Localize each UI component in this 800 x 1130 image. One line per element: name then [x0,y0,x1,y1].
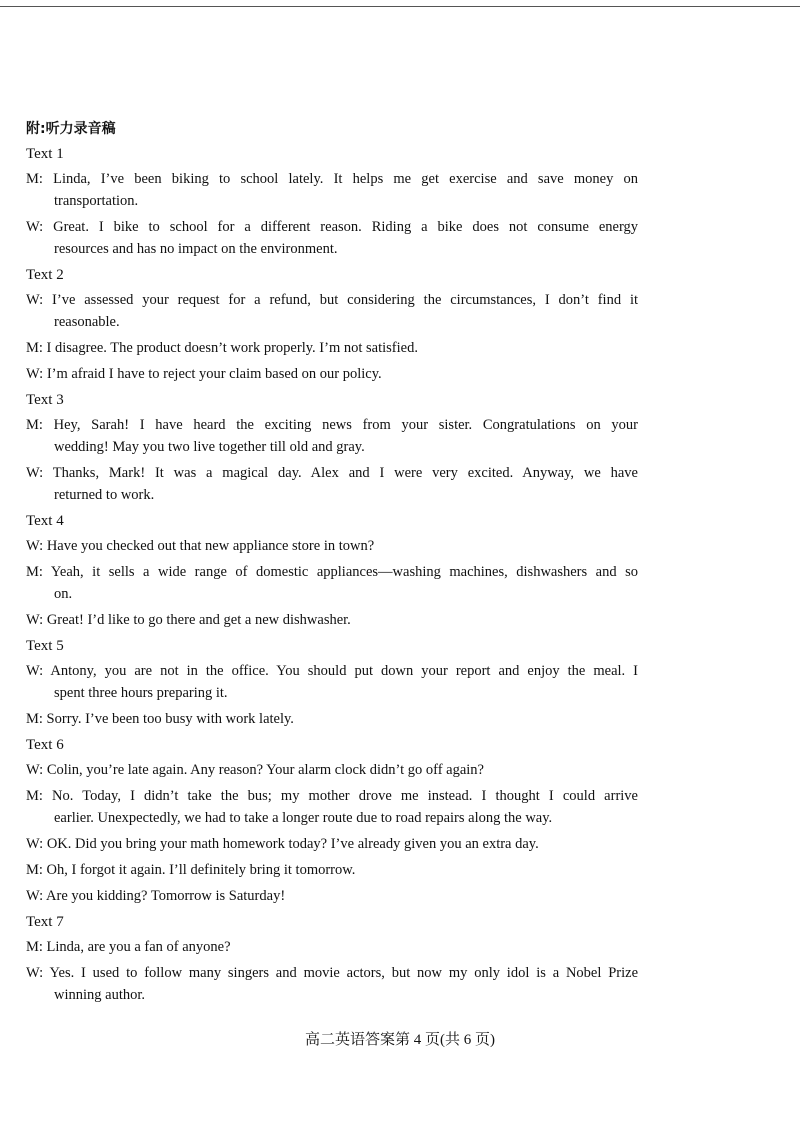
dialogue-line [26,708,638,730]
dialogue-continuation: transportation. [54,193,139,209]
dialogue-continuation: on. [54,586,73,602]
dialogue-first-line [26,885,638,907]
dialogue-first-line [26,363,638,385]
dialogue-text: Thanks, Mark! It was a magical day. Alex and I were very excited. Anyway, we have [52,465,638,481]
speaker-label: W: [26,762,44,778]
speaker-label: W: [26,965,44,981]
dialogue-line [26,289,638,333]
speaker-label: M: [26,939,43,955]
dialogue-continuation: wedding! May you two live together till old and gray. [54,439,365,455]
dialogue-first-line [26,535,638,557]
dialogue-line [26,936,638,958]
section-label: Text 7 [26,914,64,930]
dialogue-first-line [26,833,638,855]
transcript-section [26,143,638,260]
transcript [26,118,638,1010]
dialogue-text: Great. I bike to school for a different reason. Riding a bike does not consume energy [53,219,639,235]
speaker-label: W: [26,366,44,382]
dialogue-first-line [26,708,638,730]
dialogue-line [26,885,638,907]
dialogue-first-line [26,414,638,436]
speaker-label: W: [26,219,44,235]
dialogue-line [26,833,638,855]
speaker-label: M: [26,788,43,804]
section-label: Text 3 [26,392,64,408]
dialogue-continuation: earlier. Unexpectedly, we had to take a longer route due to road repairs along the way. [54,810,553,826]
dialogue-first-line [26,936,638,958]
speaker-label: M: [26,340,43,356]
dialogue-text: Have you checked out that new appliance store in town? [46,538,375,554]
dialogue-line [26,859,638,881]
dialogue-first-line [26,289,638,311]
dialogue-continuation: returned to work. [54,487,155,503]
transcript-section [26,389,638,506]
transcript-section [26,911,638,1006]
dialogue-first-line [26,859,638,881]
dialogue-continuation: winning author. [54,987,146,1003]
dialogue-line [26,216,638,260]
dialogue-line [26,759,638,781]
dialogue-text: Yes. I used to follow many singers and movie actors, but now my only idol is a Nobel Prize [49,965,639,981]
dialogue-first-line [26,660,638,682]
speaker-label: M: [26,171,43,187]
dialogue-text: Sorry. I’ve been too busy with work lately. [46,711,294,727]
speaker-label: W: [26,538,44,554]
section-label: Text 1 [26,146,64,162]
speaker-label: W: [26,663,44,679]
speaker-label: M: [26,711,43,727]
dialogue-line [26,561,638,605]
speaker-label: W: [26,465,44,481]
speaker-label: M: [26,564,43,580]
page-heading: 附:听力录音稿 [26,121,116,137]
dialogue-text: I disagree. The product doesn’t work properly. I’m not satisfied. [46,340,418,356]
transcript-section [26,264,638,385]
speaker-label: W: [26,612,44,628]
dialogue-text: No. Today, I didn’t take the bus; my mother drove me instead. I thought I could arrive [52,788,638,804]
dialogue-text: Oh, I forgot it again. I’ll definitely bring it tomorrow. [46,862,356,878]
dialogue-text: OK. Did you bring your math homework today? I’ve already given you an extra day. [46,836,539,852]
transcript-section [26,635,638,730]
speaker-label: W: [26,292,44,308]
dialogue-text: Hey, Sarah! I have heard the exciting news from your sister. Congratulations on your [53,417,639,433]
dialogue-first-line [26,609,638,631]
dialogue-first-line [26,561,638,583]
dialogue-first-line [26,785,638,807]
dialogue-first-line [26,759,638,781]
dialogue-line [26,785,638,829]
dialogue-text: Linda, are you a fan of anyone? [46,939,231,955]
dialogue-first-line [26,962,638,984]
dialogue-text: Antony, you are not in the office. You should put down your report and enjoy the meal. I [50,663,638,679]
dialogue-line [26,660,638,704]
section-label: Text 2 [26,267,64,283]
dialogue-line [26,414,638,458]
speaker-label: W: [26,836,44,852]
dialogue-line [26,609,638,631]
dialogue-text: I’ve assessed your request for a refund, but considering the circumstances, I don’t find it [52,292,639,308]
dialogue-text: Linda, I’ve been biking to school lately. It helps me get exercise and save money on [53,171,639,187]
dialogue-line [26,462,638,506]
transcript-section [26,510,638,631]
dialogue-first-line [26,337,638,359]
dialogue-first-line [26,216,638,238]
page-footer: 高二英语答案第 4 页(共 6 页) [305,1032,495,1048]
speaker-label: M: [26,417,43,433]
dialogue-line [26,337,638,359]
dialogue-text: Colin, you’re late again. Any reason? Your alarm clock didn’t go off again? [46,762,484,778]
section-label: Text 6 [26,737,64,753]
dialogue-continuation: resources and has no impact on the environment. [54,241,338,257]
dialogue-continuation: reasonable. [54,314,120,330]
section-label: Text 5 [26,638,64,654]
dialogue-text: I’m afraid I have to reject your claim based on our policy. [46,366,382,382]
dialogue-continuation: spent three hours preparing it. [54,685,228,701]
dialogue-line [26,168,638,212]
transcript-section [26,734,638,907]
dialogue-first-line [26,168,638,190]
speaker-label: W: [26,888,44,904]
dialogue-text: Great! I’d like to go there and get a new dishwasher. [46,612,351,628]
dialogue-text: Yeah, it sells a wide range of domestic appliances—washing machines, dishwashers and so [50,564,639,580]
dialogue-line [26,535,638,557]
dialogue-text: Are you kidding? Tomorrow is Saturday! [46,888,286,904]
section-label: Text 4 [26,513,64,529]
top-rule [0,6,800,7]
dialogue-first-line [26,462,638,484]
dialogue-line [26,962,638,1006]
dialogue-line [26,363,638,385]
speaker-label: M: [26,862,43,878]
transcript-sections [26,143,638,1006]
